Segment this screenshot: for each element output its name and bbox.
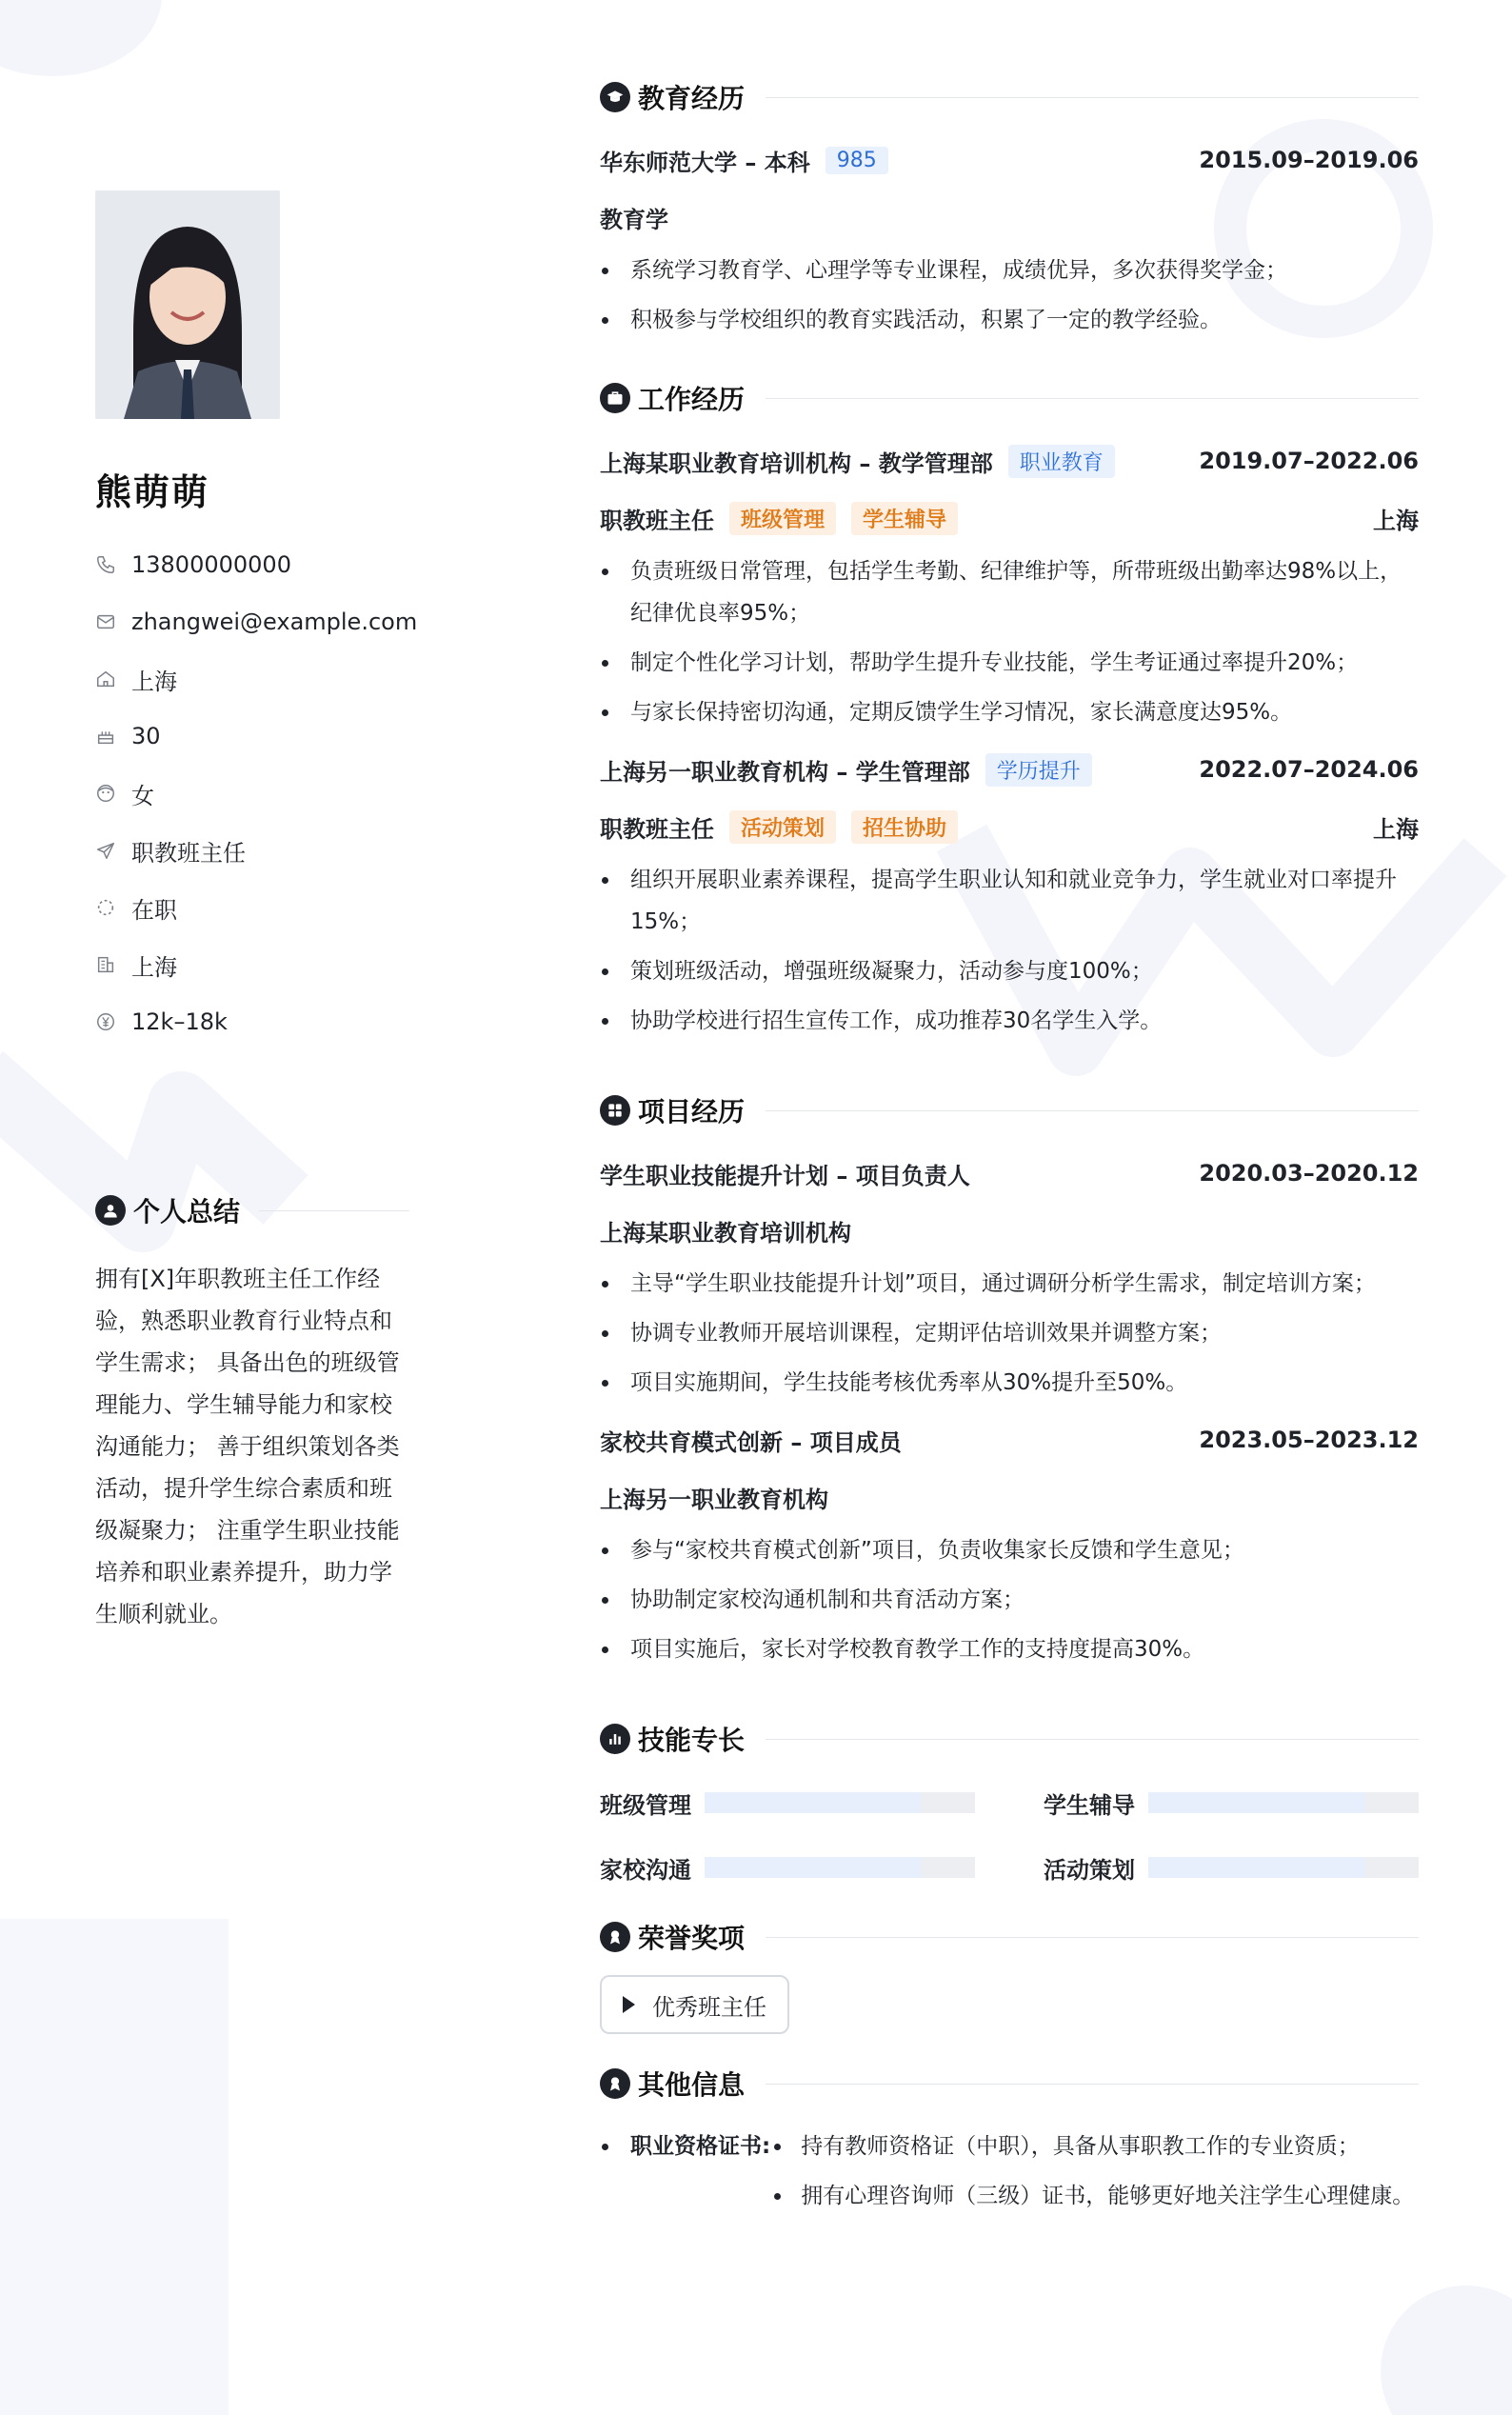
education-bullets	[600, 249, 1419, 341]
info-age	[95, 708, 409, 765]
status-icon	[95, 897, 116, 918]
home-icon	[95, 669, 116, 689]
school-name: 华东师范大学 – 本科	[600, 149, 810, 176]
candidate-name: 熊萌萌	[95, 471, 210, 513]
education-title: 教育经历	[638, 83, 746, 114]
work-bullets	[600, 550, 1419, 733]
residence-value: 上海	[131, 668, 177, 695]
info-salary	[95, 993, 409, 1050]
sidebar	[95, 190, 418, 1635]
list-item: 协助制定家校沟通机制和共育活动方案；	[600, 1579, 1419, 1621]
bar-chart-icon	[600, 1724, 630, 1754]
other-title: 其他信息	[638, 2069, 746, 2101]
cake-icon	[95, 726, 116, 747]
major-row	[600, 189, 1419, 246]
phone-value: 13800000000	[131, 551, 291, 578]
award-icon	[600, 2068, 630, 2099]
project-org: 上海某职业教育培训机构	[600, 1219, 851, 1247]
skill-tag: 学生辅导	[851, 502, 958, 535]
list-item: 制定个性化学习计划，帮助学生提升专业技能，学生考证通过率提升20%；	[600, 642, 1419, 684]
award-icon	[600, 1922, 630, 1952]
skill-level-fill	[705, 1792, 921, 1813]
project-org-row	[600, 1202, 1419, 1259]
project-period: 2020.03–2020.12	[1199, 1160, 1419, 1187]
industry-tag: 职业教育	[1008, 445, 1115, 478]
work-period: 2022.07–2024.06	[1199, 756, 1419, 783]
list-item: 积极参与学校组织的教育实践活动，积累了一定的教学经验。	[600, 299, 1419, 341]
divider	[766, 1110, 1419, 1111]
info-email	[95, 593, 418, 650]
list-item: 策划班级活动，增强班级凝聚力，活动参与度100%；	[600, 950, 1419, 992]
award-item[interactable]	[600, 1975, 789, 2034]
send-icon	[95, 840, 116, 861]
industry-tag: 学历提升	[985, 753, 1092, 787]
summary-section	[95, 1191, 409, 1635]
projects-title: 项目经历	[638, 1096, 746, 1128]
work-item	[600, 432, 1419, 733]
list-item: 拥有心理咨询师（三级）证书，能够更好地关注学生心理健康。	[770, 2175, 1419, 2217]
awards-section	[600, 1916, 1419, 2034]
project-bullets	[600, 1263, 1419, 1404]
role: 职教班主任	[600, 815, 714, 843]
skills-header	[600, 1718, 1419, 1760]
project-org-row	[600, 1468, 1419, 1526]
skill-level-bar	[705, 1857, 975, 1878]
grid-icon	[600, 1095, 630, 1126]
work-company-row	[600, 741, 1419, 798]
list-item: 协助学校进行招生宣传工作，成功推荐30名学生入学。	[600, 1000, 1419, 1042]
skill-name: 家校沟通	[600, 1856, 691, 1884]
work-period: 2019.07–2022.06	[1199, 448, 1419, 474]
work-title: 工作经历	[638, 384, 746, 415]
skill-level-bar	[1148, 1857, 1419, 1878]
summary-text: 拥有[X]年职教班主任工作经验，熟悉职业教育行业特点和学生需求； 具备出色的班级管理能力、学生辅导能力和家校沟通能力； 善于组织策划各类活动，提升学生综合素质和班级凝聚力； 注重学生职业技能培养和职业素养提升，助力学生顺利就业。	[95, 1266, 400, 1627]
skill-tag: 班级管理	[729, 502, 836, 535]
face-icon	[95, 783, 116, 804]
graduation-cap-icon	[600, 82, 630, 112]
work-role-row	[600, 489, 1419, 547]
info-status	[95, 879, 409, 936]
project-name: 家校共育模式创新 – 项目成员	[600, 1428, 902, 1456]
skill-level-fill	[1148, 1857, 1364, 1878]
summary-title: 个人总结	[133, 1196, 241, 1227]
skill-tag: 招生协助	[851, 810, 958, 844]
projects-section	[600, 1089, 1419, 1670]
projects-header	[600, 1089, 1419, 1131]
building-icon	[95, 954, 116, 975]
work-item	[600, 741, 1419, 1042]
work-company-row	[600, 432, 1419, 489]
background-blob	[0, 0, 162, 76]
divider	[766, 2084, 1419, 2085]
divider	[766, 97, 1419, 98]
list-item: 协调专业教师开展培训课程，定期评估培训效果并调整方案；	[600, 1312, 1419, 1354]
divider	[259, 1210, 409, 1211]
skill-item	[600, 1781, 975, 1825]
project-name: 学生职业技能提升计划 – 项目负责人	[600, 1162, 970, 1189]
work-section	[600, 377, 1419, 1042]
info-position	[95, 822, 409, 879]
summary-header	[95, 1191, 409, 1229]
list-item: 持有教师资格证（中职），具备从事职教工作的专业资质；	[770, 2126, 1419, 2167]
mail-icon	[95, 611, 116, 632]
info-city	[95, 936, 409, 993]
awards-title: 荣誉奖项	[638, 1923, 746, 1954]
other-section	[600, 2063, 1419, 2225]
project-name-row	[600, 1145, 1419, 1202]
salary-icon	[95, 1011, 116, 1032]
main-content	[600, 76, 1419, 2225]
gender-value: 女	[131, 782, 154, 809]
list-item: 项目实施后，家长对学校教育教学工作的支持度提高30%。	[600, 1628, 1419, 1670]
skill-item	[1044, 1781, 1419, 1825]
list-item: 系统学习教育学、心理学等专业课程，成绩优异，多次获得奖学金；	[600, 249, 1419, 291]
city-value: 上海	[131, 953, 177, 981]
project-bullets	[600, 1529, 1419, 1670]
work-role-row	[600, 798, 1419, 855]
certificate-list	[770, 2126, 1419, 2225]
play-icon	[623, 1996, 635, 2013]
skill-name: 班级管理	[600, 1791, 691, 1819]
background-panel	[0, 1919, 229, 2415]
awards-header	[600, 1916, 1419, 1958]
list-item: 参与“家校共育模式创新”项目，负责收集家长反馈和学生意见；	[600, 1529, 1419, 1571]
certificate-label: 职业资格证书:	[600, 2126, 770, 2225]
role: 职教班主任	[600, 507, 714, 534]
list-item: 与家长保持密切沟通，定期反馈学生学习情况，家长满意度达95%。	[600, 691, 1419, 733]
award-label: 优秀班主任	[652, 1993, 766, 2021]
education-section	[600, 76, 1419, 341]
skill-level-fill	[705, 1857, 921, 1878]
skill-level-bar	[1148, 1792, 1419, 1813]
briefcase-icon	[600, 383, 630, 413]
skill-item	[1044, 1846, 1419, 1889]
info-phone	[95, 536, 409, 593]
contact-info-list	[95, 536, 418, 1050]
divider	[766, 1937, 1419, 1938]
company-name: 上海另一职业教育机构 – 学生管理部	[600, 758, 970, 786]
email-value: zhangwei@example.com	[131, 609, 418, 635]
work-location: 上海	[1373, 815, 1419, 843]
work-bullets	[600, 859, 1419, 1042]
skill-name: 学生辅导	[1044, 1791, 1135, 1819]
skill-name: 活动策划	[1044, 1856, 1135, 1884]
education-row	[600, 131, 1419, 189]
skills-grid	[600, 1781, 1419, 1889]
skill-level-bar	[705, 1792, 975, 1813]
list-item: 组织开展职业素养课程，提高学生职业认知和就业竞争力，学生就业对口率提升15%；	[600, 859, 1419, 943]
age-value: 30	[131, 723, 161, 749]
project-item	[600, 1411, 1419, 1670]
skills-title: 技能专长	[638, 1725, 746, 1756]
other-content	[600, 2126, 1419, 2225]
education-header	[600, 76, 1419, 118]
skill-level-fill	[1148, 1792, 1364, 1813]
phone-icon	[95, 554, 116, 575]
divider	[766, 1739, 1419, 1740]
other-header	[600, 2063, 1419, 2105]
divider	[766, 398, 1419, 399]
position-value: 职教班主任	[131, 839, 246, 867]
project-period: 2023.05–2023.12	[1199, 1427, 1419, 1453]
project-name-row	[600, 1411, 1419, 1468]
profile-photo	[95, 190, 280, 419]
work-location: 上海	[1373, 507, 1419, 534]
skill-item	[600, 1846, 975, 1889]
user-icon	[95, 1195, 126, 1226]
project-item	[600, 1145, 1419, 1404]
skills-section	[600, 1718, 1419, 1889]
info-residence	[95, 650, 409, 708]
list-item: 主导“学生职业技能提升计划”项目，通过调研分析学生需求，制定培训方案；	[600, 1263, 1419, 1305]
education-period: 2015.09–2019.06	[1199, 147, 1419, 173]
info-gender	[95, 765, 409, 822]
work-header	[600, 377, 1419, 419]
list-item: 负责班级日常管理，包括学生考勤、纪律维护等，所带班级出勤率达98%以上，纪律优良率95%；	[600, 550, 1419, 634]
salary-value: 12k–18k	[131, 1008, 228, 1035]
list-item: 项目实施期间，学生技能考核优秀率从30%提升至50%。	[600, 1362, 1419, 1404]
skill-tag: 活动策划	[729, 810, 836, 844]
major: 教育学	[600, 206, 668, 233]
project-org: 上海另一职业教育机构	[600, 1486, 828, 1513]
status-value: 在职	[131, 896, 177, 924]
school-tag: 985	[826, 147, 888, 174]
company-name: 上海某职业教育培训机构 – 教学管理部	[600, 449, 993, 477]
